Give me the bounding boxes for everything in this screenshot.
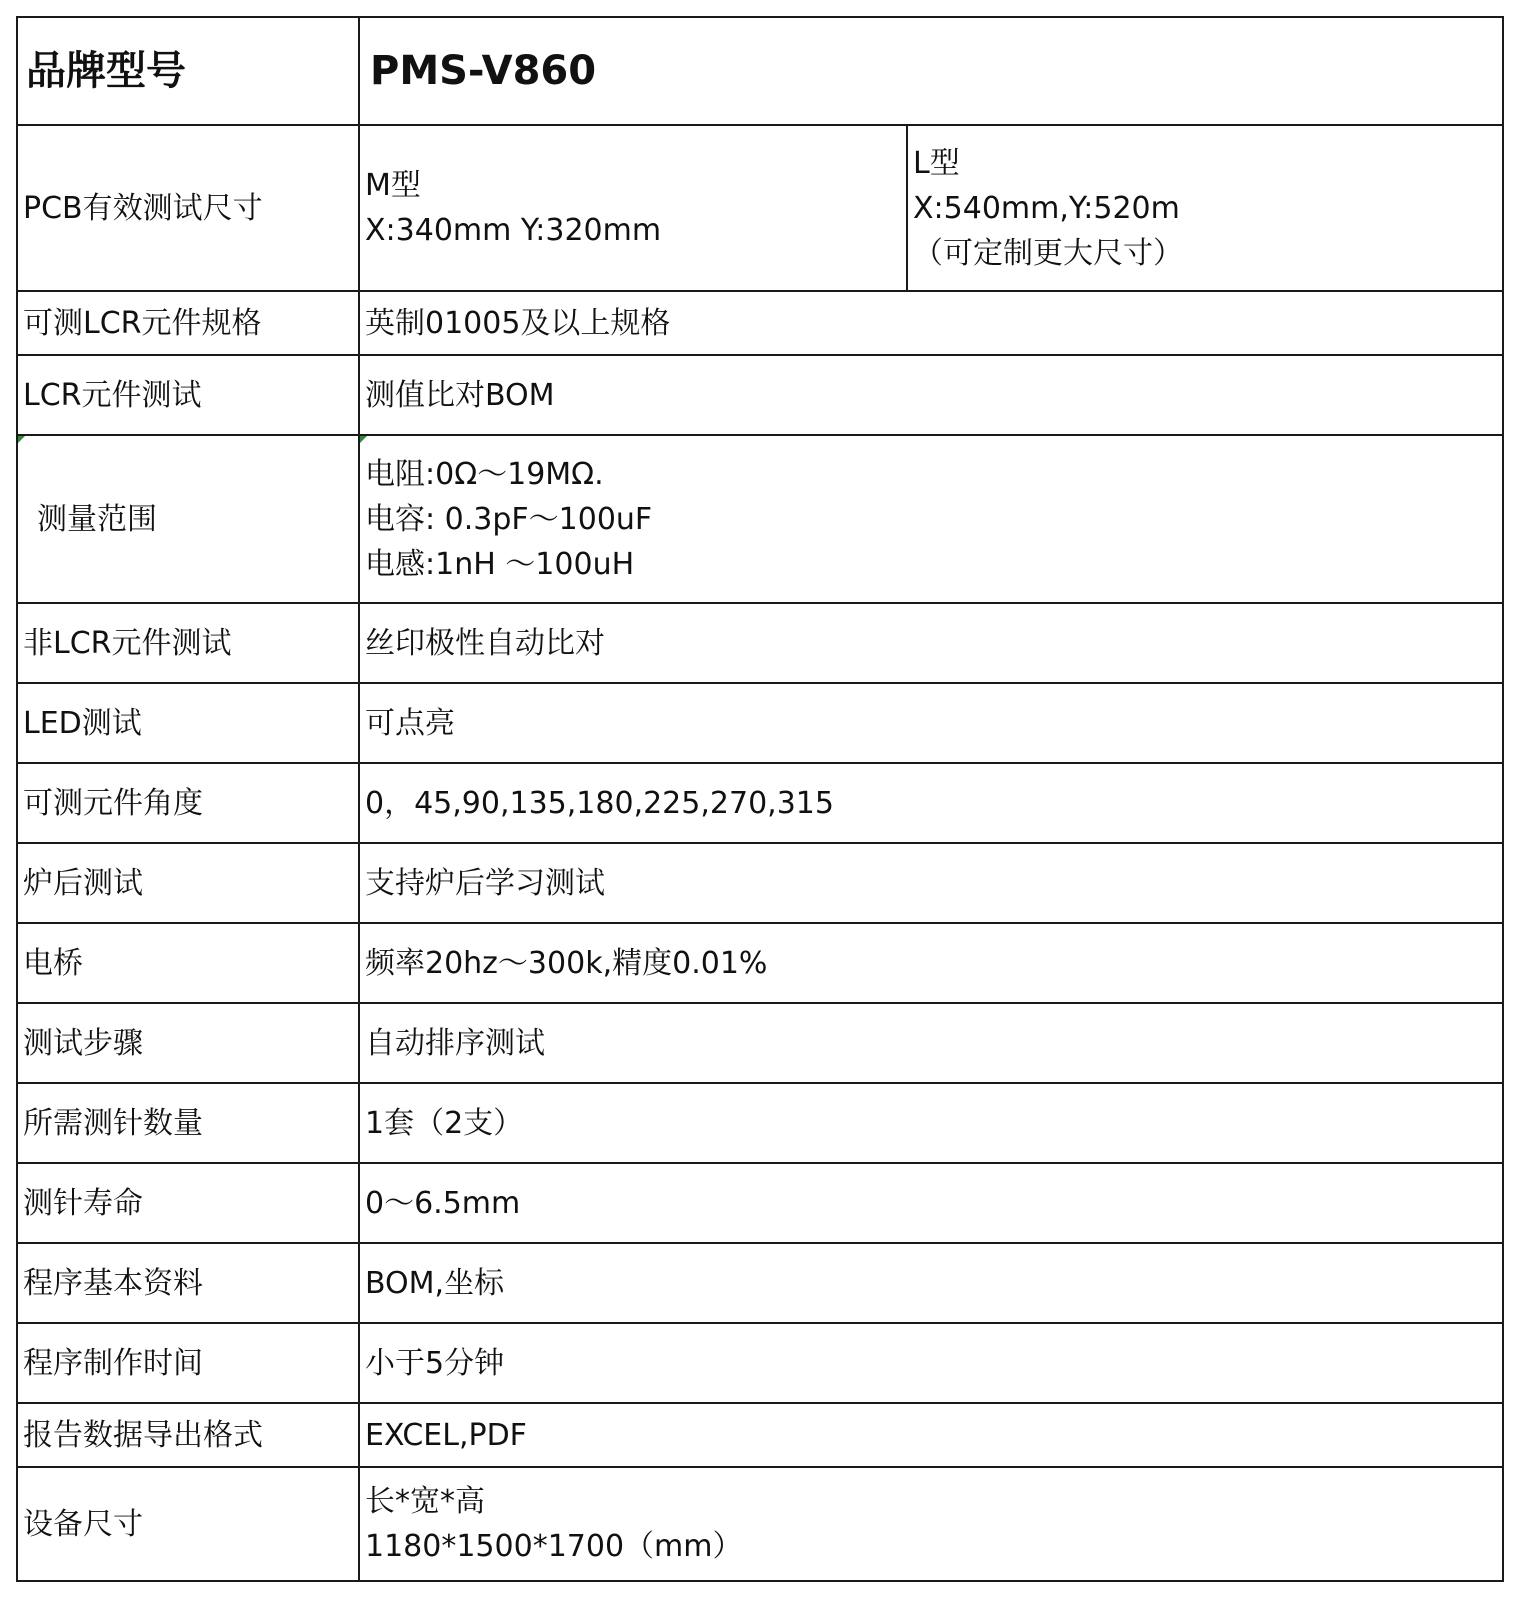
row-label: 测针寿命 — [17, 1163, 359, 1243]
measure-range-values — [359, 435, 1503, 603]
resistance-range: 电阻:0Ω～19MΩ. — [365, 456, 604, 492]
row-value: 丝印极性自动比对 — [359, 603, 1503, 683]
table-row — [17, 291, 1503, 355]
table-row — [17, 355, 1503, 435]
row-label: LCR元件测试 — [17, 355, 359, 435]
pcb-size-m-cell — [359, 125, 907, 291]
row-value: 英制01005及以上规格 — [359, 291, 1503, 355]
row-label: LED测试 — [17, 683, 359, 763]
measure-range-row — [17, 435, 1503, 603]
pcb-size-label: PCB有效测试尺寸 — [17, 125, 359, 291]
row-label: 可测LCR元件规格 — [17, 291, 359, 355]
table-row — [17, 1243, 1503, 1323]
row-label: 炉后测试 — [17, 843, 359, 923]
row-label: 可测元件角度 — [17, 763, 359, 843]
row-value: 小于5分钟 — [359, 1323, 1503, 1403]
table-row — [17, 1003, 1503, 1083]
device-size-row — [17, 1467, 1503, 1581]
device-size-values — [359, 1467, 1503, 1581]
table-row — [17, 1163, 1503, 1243]
inductance-range: 电感:1nH ～100uH — [365, 546, 635, 582]
row-value: 可点亮 — [359, 683, 1503, 763]
row-value: BOM,坐标 — [359, 1243, 1503, 1323]
m-type-name: M型 — [365, 168, 421, 203]
row-value: 测值比对BOM — [359, 355, 1503, 435]
device-size-dimensions-label: 长*宽*高 — [365, 1484, 485, 1519]
row-label: 程序基本资料 — [17, 1243, 359, 1323]
row-value: 频率20hz～300k,精度0.01% — [359, 923, 1503, 1003]
table-row — [17, 1083, 1503, 1163]
table-row — [17, 763, 1503, 843]
table-row — [17, 1323, 1503, 1403]
l-type-name: L型 — [913, 145, 960, 181]
device-size-label: 设备尺寸 — [17, 1467, 359, 1581]
table-row — [17, 683, 1503, 763]
l-type-note: （可定制更大尺寸） — [913, 235, 1183, 271]
table-row — [17, 603, 1503, 683]
row-label: 报告数据导出格式 — [17, 1403, 359, 1467]
row-value: 1套（2支） — [359, 1083, 1503, 1163]
row-value: 自动排序测试 — [359, 1003, 1503, 1083]
m-type-size: X:340mm Y:320mm — [365, 213, 662, 248]
table-row — [17, 923, 1503, 1003]
row-label: 所需测针数量 — [17, 1083, 359, 1163]
row-label: 非LCR元件测试 — [17, 603, 359, 683]
l-type-size: X:540mm,Y:520m — [913, 190, 1180, 226]
row-label: 测试步骤 — [17, 1003, 359, 1083]
header-row — [17, 17, 1503, 125]
table-row — [17, 1403, 1503, 1467]
row-value: 支持炉后学习测试 — [359, 843, 1503, 923]
row-value: 0，45,90,135,180,225,270,315 — [359, 763, 1503, 843]
spec-table — [16, 16, 1504, 1582]
row-value: 0～6.5mm — [359, 1163, 1503, 1243]
measure-range-label: 测量范围 — [37, 501, 157, 537]
capacitance-range: 电容: 0.3pF～100uF — [365, 501, 653, 537]
row-label: 程序制作时间 — [17, 1323, 359, 1403]
row-value: EXCEL,PDF — [359, 1403, 1503, 1467]
pcb-size-l-cell — [907, 125, 1503, 291]
brand-model-label: 品牌型号 — [17, 17, 359, 125]
table-row — [17, 843, 1503, 923]
measure-range-label-cell — [17, 435, 359, 603]
pcb-size-row — [17, 125, 1503, 291]
device-size-dimensions-value: 1180*1500*1700（mm） — [365, 1529, 743, 1564]
row-label: 电桥 — [17, 923, 359, 1003]
brand-model-value: PMS-V860 — [359, 17, 1503, 125]
